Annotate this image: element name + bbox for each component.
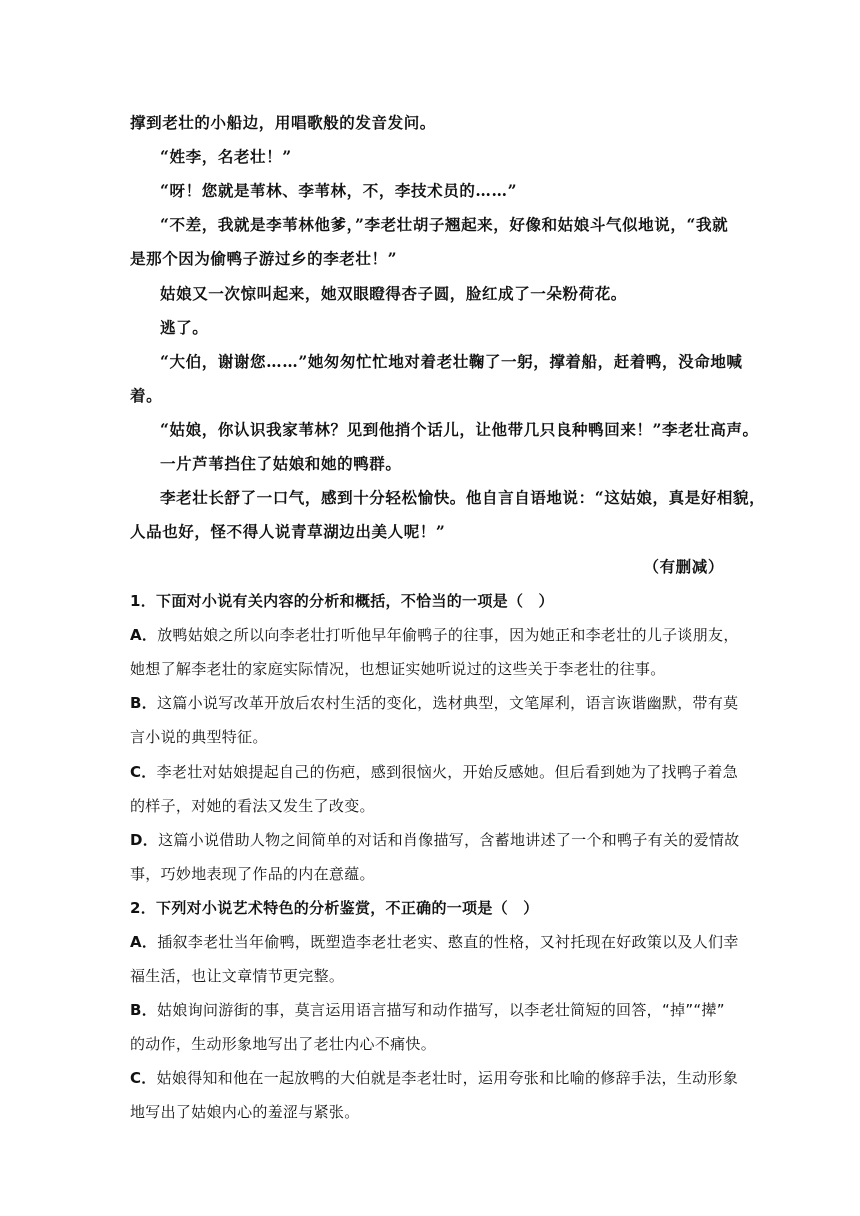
option-text: 插叙李老壮当年偷鸭，既塑造李老壮老实、憨直的性格，又衬托现在好政策以及人们幸 (157, 933, 739, 951)
option-label: D． (130, 831, 159, 849)
option-text: 放鸭姑娘之所以向李老壮打听他早年偷鸭子的往事，因为她正和李老壮的儿子谈朋友， (157, 626, 739, 644)
option-text: 李老壮对姑娘提起自己的伤疤，感到很恼火，开始反感她。但后看到她为了找鸭子着急 (156, 763, 739, 781)
option-label: A． (130, 626, 158, 644)
question-1-option-c (130, 761, 740, 783)
option-text-continued: 福生活，也让文章情节更完整。 (130, 967, 345, 985)
option-text-continued: 事，巧妙地表现了作品的内在意蕴。 (130, 865, 375, 883)
option-text-continued: 她想了解李老壮的家庭实际情况，也想证实她听说过的这些关于李老壮的往事。 (130, 660, 666, 678)
option-text: 姑娘得知和他在一起放鸭的大伯就是李老壮时，运用夸张和比喻的修辞手法，生动形象 (156, 1069, 739, 1087)
option-text-continued: 的动作，生动形象地写出了老壮内心不痛快。 (130, 1035, 437, 1053)
option-text-continued: 言小说的典型特征。 (130, 728, 268, 746)
question-1-stem: 1．下面对小说有关内容的分析和概括，不恰当的一项是（ ） (130, 592, 554, 610)
option-text-continued: 地写出了姑娘内心的羞涩与紧张。 (130, 1103, 360, 1121)
option-text: 姑娘询问游街的事，莫言运用语言描写和动作描写，以李老壮简短的回答，“掉”“撵” (157, 1001, 725, 1019)
question-1-option-a (130, 624, 740, 646)
question-1-option-b (130, 692, 740, 714)
option-label: A． (130, 933, 158, 951)
question-2-stem: 2．下列对小说艺术特色的分析鉴赏，不正确的一项是（ ） (130, 899, 539, 917)
question-2-option-c (130, 1067, 740, 1089)
story-line: 是那个因为偷鸭子游过乡的李老壮！” (130, 249, 398, 268)
story-line: “大伯，谢谢您……”她匆匆忙忙地对着老壮鞠了一躬，撑着船，赶着鸭，没命地喊 (160, 352, 743, 371)
story-line: 李老壮长舒了一口气，感到十分轻松愉快。他自言自语地说：“这姑娘，真是好相貌， (160, 488, 766, 507)
story-line: 逃了。 (160, 318, 209, 337)
question-2-option-b (130, 999, 740, 1021)
option-text-continued: 的样子，对她的看法又发生了改变。 (130, 797, 375, 815)
story-line: “姑娘，你认识我家苇林？见到他捎个话儿，让他带几只良种鸭回来！”李老壮高声。 (160, 420, 759, 439)
option-label: C． (130, 763, 157, 781)
option-label: B． (130, 694, 158, 712)
abridged-note: （有删减） (643, 557, 724, 576)
option-label: C． (130, 1069, 157, 1087)
story-line: 姑娘又一次惊叫起来，她双眼瞪得杏子圆，脸红成了一朵粉荷花。 (160, 284, 627, 303)
story-line: 一片芦苇挡住了姑娘和她的鸭群。 (160, 454, 402, 473)
question-1-option-d (130, 829, 740, 851)
option-text: 这篇小说借助人物之间简单的对话和肖像描写，含蓄地讲述了一个和鸭子有关的爱情故 (158, 831, 740, 849)
story-line: “不差，我就是李苇林他爹，”李老壮胡子翘起来，好像和姑娘斗气似地说，“我就 (160, 215, 729, 234)
story-line: “呀！您就是苇林、李苇林，不，李技术员的……” (160, 181, 518, 200)
story-line: “姓李，名老壮！” (160, 147, 292, 166)
story-line: 着。 (130, 386, 163, 405)
story-line: 人品也好，怪不得人说青草湖边出美人呢！” (130, 522, 446, 541)
option-label: B． (130, 1001, 158, 1019)
story-line: 撑到老壮的小船边，用唱歌般的发音发问。 (130, 113, 436, 132)
question-2-option-a (130, 931, 740, 953)
option-text: 这篇小说写改革开放后农村生活的变化，选材典型，文笔犀利，语言诙谐幽默，带有莫 (157, 694, 739, 712)
